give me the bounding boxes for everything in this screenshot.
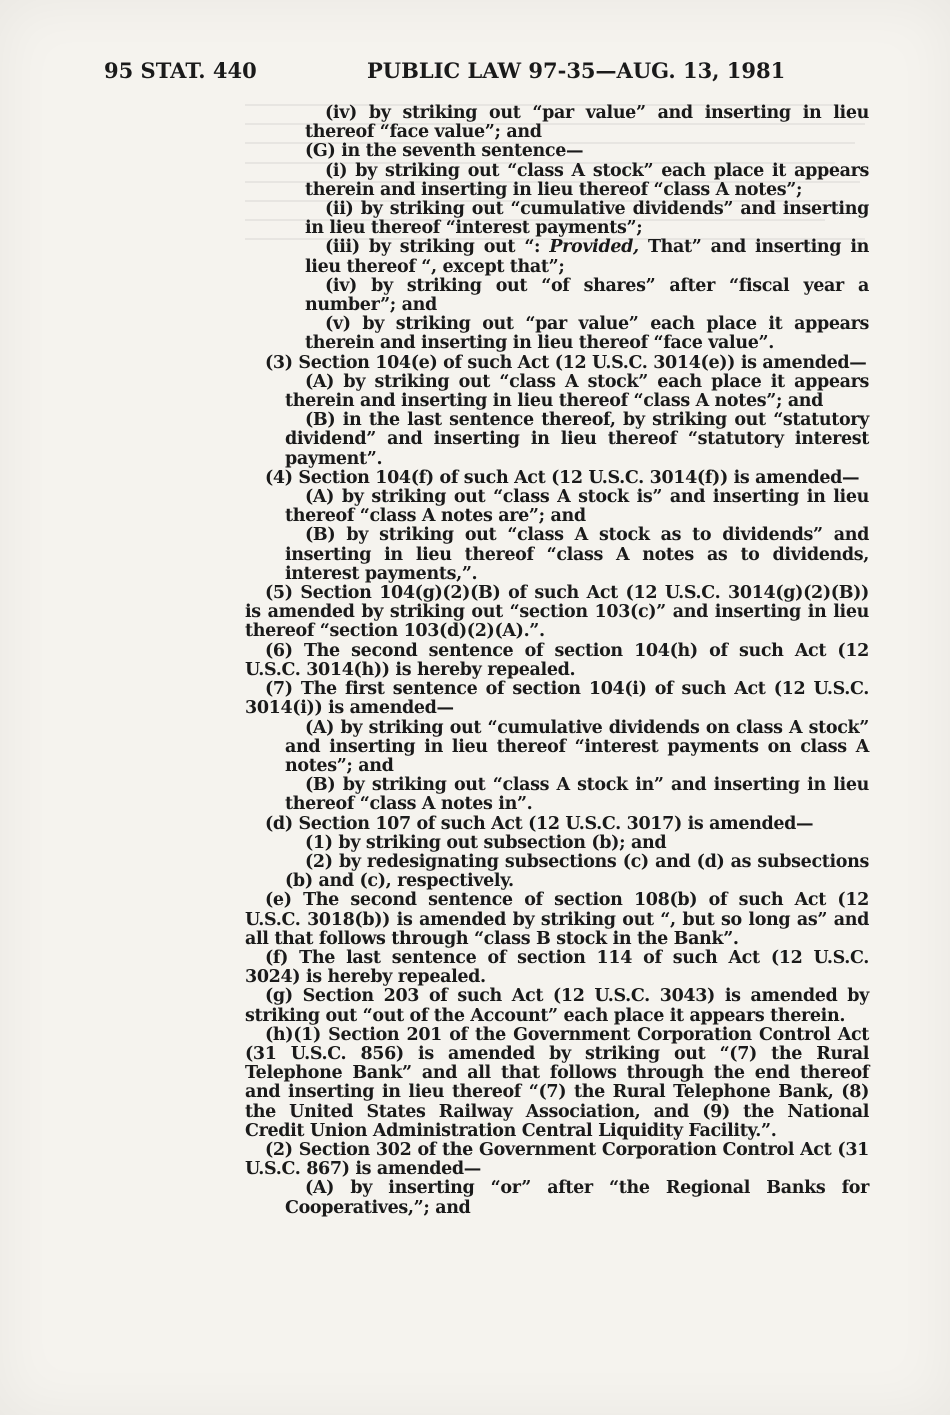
paragraph-3-b: (B) in the last sentence thereof, by striking out “statutory dividend” and inserting in lieu thereof “statutory interest payment”. — [285, 410, 869, 469]
paragraph-7-b: (B) by striking out “class A stock in” and inserting in lieu thereof “class A notes in”. — [285, 775, 869, 815]
clause-i: (i) by striking out “class A stock” each place it appears therein and inserting in lieu thereof “class A notes”; — [305, 160, 869, 200]
subsection-g: (g) Section 203 of such Act (12 U.S.C. 3043) is amended by striking out “out of the Account” each place it appears therein. — [245, 986, 869, 1026]
clause-iii-end: That” and inserting in lieu thereof “, except that”; — [305, 237, 869, 277]
paragraph-7-a: (A) by striking out “cumulative dividends on class A stock” and inserting in lieu thereof “interest payments on class A notes”; and — [285, 717, 869, 776]
subsection-d-2: (2) by redesignating subsections (c) and (d) as subsections (b) and (c), respectively. — [285, 851, 869, 892]
running-header-title: PUBLIC LAW 97-35—AUG. 13, 1981 — [367, 58, 786, 83]
clause-iv: (iv) by striking out “of shares” after “fiscal year a number”; and — [305, 275, 869, 316]
paragraph-3-a: (A) by striking out “class A stock” each place it appears therein and inserting in lieu thereof “class A notes”; and — [285, 371, 869, 412]
subsection-d: (d) Section 107 of such Act (12 U.S.C. 3017) is amended— — [265, 813, 814, 834]
subsection-h-2-a: (A) by inserting “or” after “the Regional Banks for Cooperatives,”; and — [285, 1178, 869, 1218]
proviso-word: Provided, — [549, 237, 639, 258]
statute-page-reference: 95 STAT. 440 — [104, 58, 257, 83]
paragraph-4-a: (A) by striking out “class A stock is” and inserting in lieu thereof “class A notes are”; and — [285, 487, 869, 527]
subsection-h-2: (2) Section 302 of the Government Corporation Control Act (31 U.S.C. 867) is amended— — [245, 1139, 869, 1180]
subparagraph-g: (G) in the seventh sentence— — [305, 141, 584, 162]
subsection-d-1: (1) by striking out subsection (b); and — [305, 832, 667, 853]
clause-iii — [245, 238, 869, 276]
paragraph-6: (6) The second sentence of section 104(h) of such Act (12 U.S.C. 3014(h)) is hereby repealed. — [245, 640, 869, 680]
paragraph-7: (7) The first sentence of section 104(i) of such Act (12 U.S.C. 3014(i)) is amended— — [245, 679, 869, 719]
subsection-f: (f) The last sentence of section 114 of such Act (12 U.S.C. 3024) is hereby repealed. — [245, 947, 869, 988]
paragraph-4-b: (B) by striking out “class A stock as to dividends” and inserting in lieu thereof “class A notes as to dividends, interest payments,”. — [285, 525, 869, 584]
paragraph-3: (3) Section 104(e) of such Act (12 U.S.C. 3014(e)) is amended— — [265, 352, 867, 373]
subsection-h-1: (h)(1) Section 201 of the Government Corporation Control Act (31 U.S.C. 856) is amended by striking out “(7) the Rural Telephone Bank” and all that follows through the end thereof and inserting in lieu thereof “(7) the Rural Telephone Bank, (8) the United States Railway Association, and (9) the National Credit Union Administration Central Liquidity Facility.”. — [245, 1024, 869, 1141]
clause-ii: (ii) by striking out “cumulative dividends” and inserting in lieu thereof “interest payments”; — [305, 199, 869, 239]
paragraph-5: (5) Section 104(g)(2)(B) of such Act (12 U.S.C. 3014(g)(2)(B)) is amended by striking out “section 103(c)” and inserting in lieu thereof “section 103(d)(2)(A).”. — [245, 583, 869, 642]
clause-g-iv: (iv) by striking out “par value” and inserting in lieu thereof “face value”; and — [305, 103, 869, 143]
clause-v: (v) by striking out “par value” each place it appears therein and inserting in lieu thereof “face value”. — [305, 314, 869, 354]
clause-iii-start: (iii) by striking out “: — [325, 237, 550, 258]
subsection-e: (e) The second sentence of section 108(b) of such Act (12 U.S.C. 3018(b)) is amended by striking out “, but so long as” and all that follows through “class B stock in the Bank”. — [245, 890, 869, 949]
paragraph-4: (4) Section 104(f) of such Act (12 U.S.C. 3014(f)) is amended— — [265, 467, 860, 488]
statute-body — [245, 104, 869, 1218]
